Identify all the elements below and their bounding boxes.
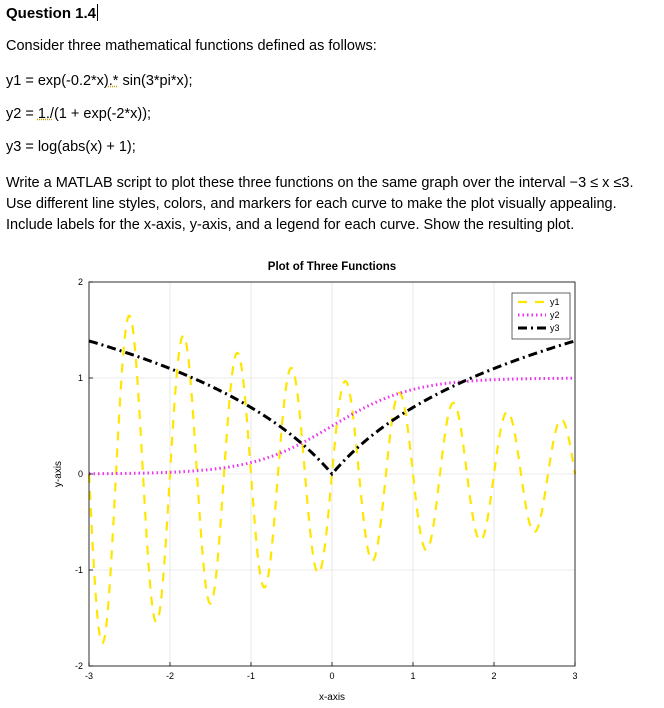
legend-label-y1: y1 — [550, 297, 560, 307]
equation-y3: y3 = log(abs(x) + 1); — [6, 139, 136, 155]
x-axis-label: x-axis — [318, 692, 346, 703]
legend-label-y2: y2 — [550, 310, 560, 320]
text-cursor — [97, 4, 98, 21]
intro-text: Consider three mathematical functions defined as follows: — [6, 38, 377, 54]
y-tick-label: 2 — [77, 277, 83, 287]
x-tick-label: -2 — [165, 671, 175, 681]
x-tick-label: 0 — [329, 671, 335, 681]
task-line-2: Use different line styles, colors, and markers for each curve to make the plot visually appealing. — [6, 196, 617, 212]
x-tick-label: 2 — [491, 671, 497, 681]
x-tick-label: 3 — [572, 671, 578, 681]
y-tick-label: -1 — [74, 565, 83, 575]
y-axis-label: y-axis — [53, 460, 64, 488]
y-tick-label: 0 — [77, 469, 83, 479]
axis-ticks — [75, 277, 578, 681]
legend-label-y3: y3 — [550, 323, 560, 333]
x-tick-label: -1 — [246, 671, 256, 681]
task-line-1: Write a MATLAB script to plot these three functions on the same graph over the interval −3 ≤ x ≤3. — [6, 175, 634, 191]
x-tick-label: 1 — [410, 671, 416, 681]
question-title: Question 1.4 — [6, 5, 97, 22]
y-tick-label: 1 — [77, 373, 83, 383]
equation-y2: y2 = 1./(1 + exp(-2*x)); — [6, 106, 152, 122]
equation-y1: y1 = exp(-0.2*x).* sin(3*pi*x); — [6, 73, 193, 89]
x-tick-label: -3 — [84, 671, 94, 681]
plot-figure — [0, 248, 664, 708]
chart-title: Plot of Three Functions — [267, 261, 397, 273]
legend — [512, 293, 570, 339]
y-tick-label: -2 — [74, 661, 83, 671]
task-line-3: Include labels for the x-axis, y-axis, and a legend for each curve. Show the resulting plot. — [6, 217, 575, 233]
task-paragraph — [6, 173, 658, 236]
